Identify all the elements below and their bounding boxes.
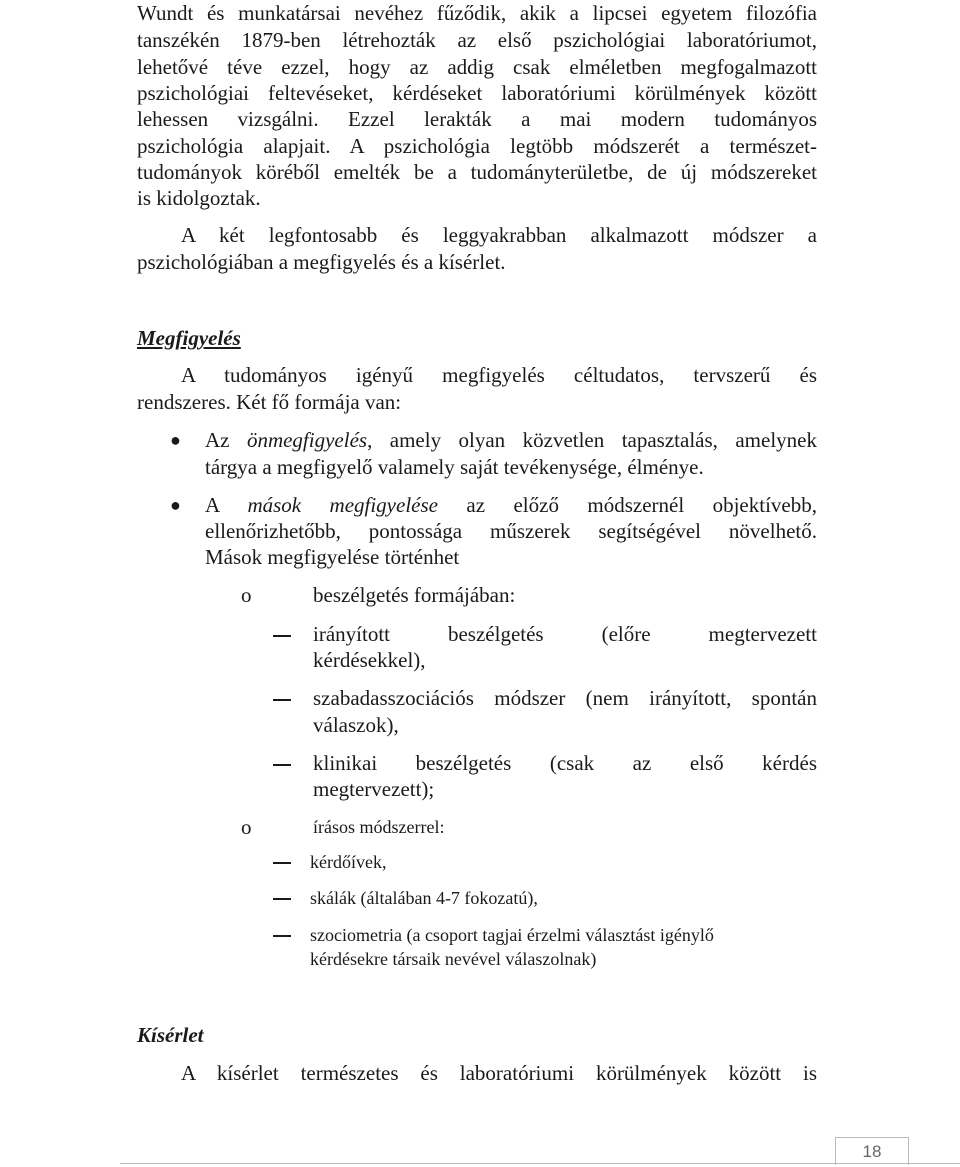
para1-line5: lehessen vizsgálni. Ezzel lerakták a mai modern tudományos: [137, 107, 817, 131]
dash-icon: [273, 862, 291, 864]
para1-line2: tanszékén 1879-ben létrehozták az első pszichológiai laboratóriumot,: [137, 28, 817, 52]
para3-line2: rendszeres. Két fő formája van:: [137, 390, 402, 414]
dash-icon: [273, 699, 291, 701]
dash-icon: [273, 898, 291, 900]
dash-icon: [273, 635, 291, 637]
para1-line8: is kidolgoztak.: [137, 186, 261, 210]
sub1-item2-line2: válaszok),: [313, 713, 399, 737]
sub2-label: írásos módszerrel:: [313, 817, 445, 837]
heading-megfigyeles: Megfigyelés: [137, 326, 241, 350]
bullet1-line2: tárgya a megfigyelő valamely saját tevékenysége, élménye.: [205, 455, 704, 479]
sub1-item2-line1: szabadasszociációs módszer (nem irányított, spontán: [313, 686, 817, 710]
sub1-item1-line1: irányított beszélgetés (előre megtervezett: [313, 622, 817, 646]
sub1-item1-line2: kérdésekkel),: [313, 648, 426, 672]
sub1-item3-line2: megtervezett);: [313, 777, 435, 801]
page-number: 18: [862, 1142, 882, 1161]
para1-line3: lehetővé téve ezzel, hogy az addig csak elméletben megfogalmazott: [137, 55, 817, 79]
sub1-item3-line1: klinikai beszélgetés (csak az első kérdés: [313, 751, 817, 775]
heading-kiserlet: Kísérlet: [137, 1023, 204, 1047]
page-number-box: [835, 1137, 909, 1165]
dash-icon: [273, 764, 291, 766]
sub2-item3-line1: szociometria (a csoport tagjai érzelmi választást igénylő: [310, 925, 714, 945]
bullet1-line1: Az önmegfigyelés, amely olyan közvetlen tapasztalás, amelynek: [205, 428, 817, 452]
para1-line7: tudományok köréből emelték be a tudományterületbe, de új módszereket: [137, 160, 817, 184]
sub2-item3-line2: kérdésekre társaik nevével válaszolnak): [310, 949, 597, 969]
bullet-dot-icon: ●: [170, 430, 181, 450]
para3-line1: A tudományos igényű megfigyelés céltudatos, tervszerű és: [181, 363, 817, 387]
para1-line1: Wundt és munkatársai nevéhez fűződik, akik a lipcsei egyetem filozófia: [137, 1, 817, 25]
bullet-dot-icon: ●: [170, 495, 181, 515]
dash-icon: [273, 935, 291, 937]
sub2-item2-line1: skálák (általában 4-7 fokozatú),: [310, 888, 538, 908]
circle-marker-icon: o: [241, 815, 252, 839]
para1-line6: pszichológia alapjait. A pszichológia legtöbb módszerét a természet-: [137, 134, 817, 158]
para1-line4: pszichológiai feltevéseket, kérdéseket laboratóriumi körülmények között: [137, 81, 817, 105]
bullet2-line2: ellenőrizhetőbb, pontossága műszerek segítségével növelhető.: [205, 519, 817, 543]
para2-line2: pszichológiában a megfigyelés és a kísérlet.: [137, 250, 506, 274]
para4-line1: A kísérlet természetes és laboratóriumi körülmények között is: [181, 1061, 817, 1085]
sub1-label: beszélgetés formájában:: [313, 583, 516, 607]
bullet2-line3: Mások megfigyelése történhet: [205, 545, 460, 569]
circle-marker-icon: o: [241, 583, 252, 607]
sub2-item1-line1: kérdőívek,: [310, 852, 387, 872]
bullet2-line1: A mások megfigyelése az előző módszernél objektívebb,: [205, 493, 817, 517]
para2-line1: A két legfontosabb és leggyakrabban alkalmazott módszer a: [181, 223, 817, 247]
footer-rule: [120, 1163, 960, 1164]
